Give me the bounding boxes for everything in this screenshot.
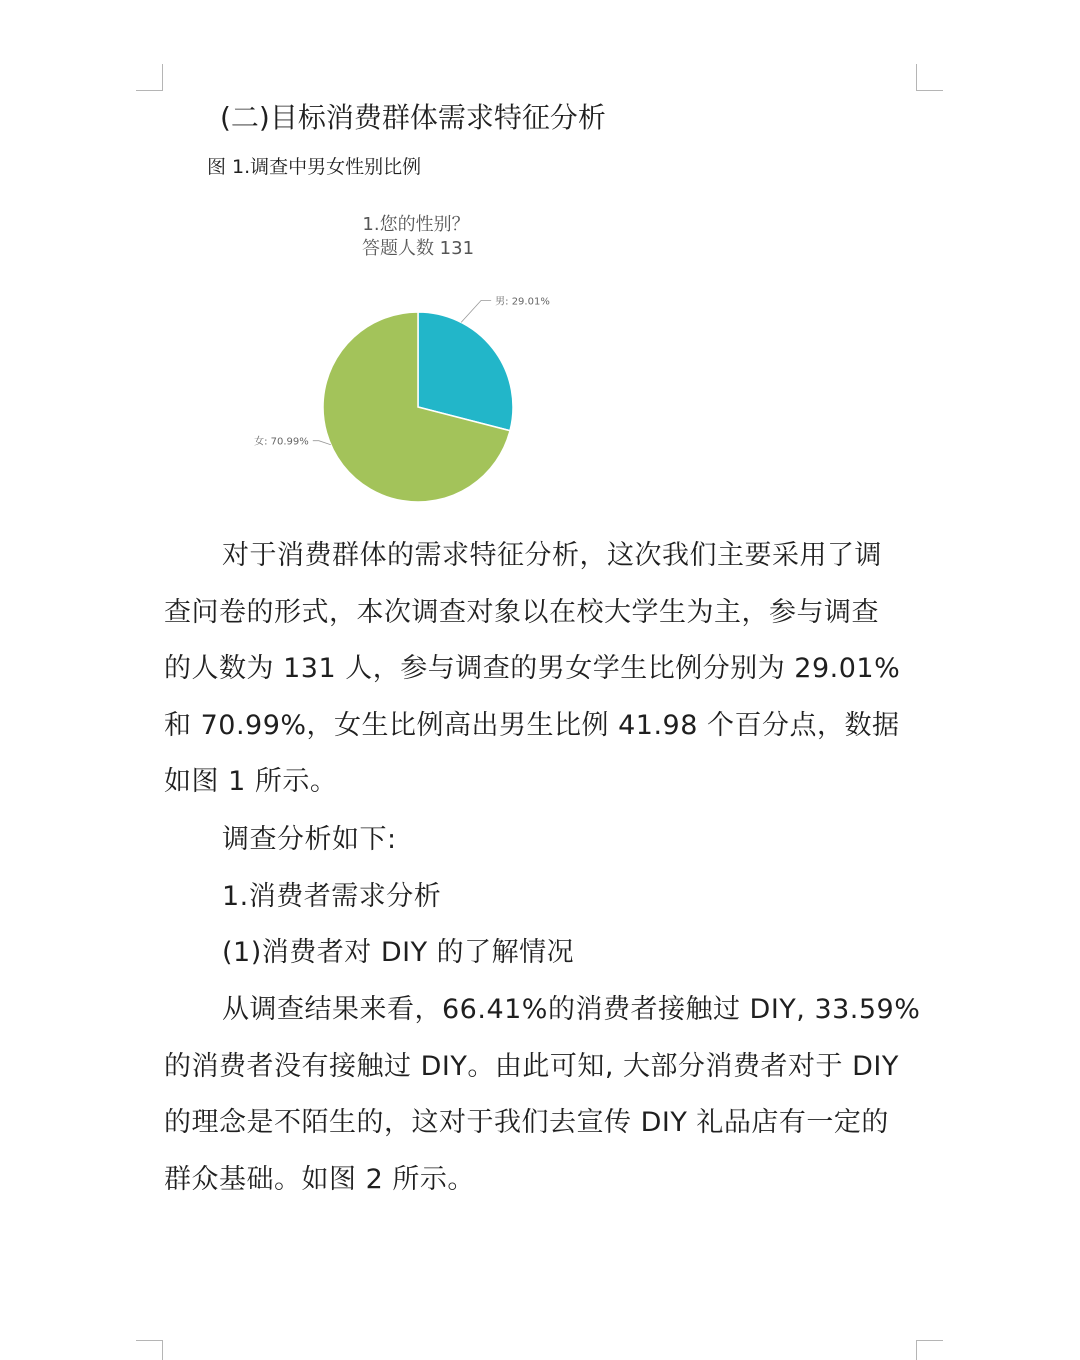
paragraph-line: 如图 1 所示。 xyxy=(164,766,338,798)
chart-title-line2: 答题人数 131 xyxy=(361,238,475,259)
pie-chart-svg xyxy=(230,200,630,510)
subheading-diy-awareness: (1)消费者对 DIY 的了解情况 xyxy=(222,937,575,968)
figure-caption: 图 1.调查中男女性别比例 xyxy=(207,156,422,178)
paragraph-survey-overview xyxy=(164,528,924,811)
paragraph-line: 从调查结果来看，66.41%的消费者接触过 DIY, 33.59% xyxy=(222,994,921,1025)
pie-slice-label: 女: 70.99% xyxy=(254,436,309,448)
page-corner-mark-top-left xyxy=(136,64,163,91)
paragraph-line: 的人数为 131 人，参与调查的男女学生比例分别为 29.01% xyxy=(164,653,901,685)
chart-title-line1: 1.您的性别？ xyxy=(362,214,470,235)
paragraph-diy-awareness xyxy=(164,982,924,1208)
page-corner-mark-top-right xyxy=(916,64,943,91)
gender-pie-chart xyxy=(230,200,630,510)
pie-leader-line xyxy=(313,441,331,445)
section-heading: (二)目标消费群体需求特征分析 xyxy=(220,101,606,134)
subheading-consumer-demand: 1.消费者需求分析 xyxy=(222,881,442,912)
paragraph-line: 的消费者没有接触过 DIY。由此可知, 大部分消费者对于 DIY xyxy=(164,1050,899,1082)
paragraph-line: 对于消费群体的需求特征分析，这次我们主要采用了调 xyxy=(222,540,882,571)
paragraph-line: 查问卷的形式，本次调查对象以在校大学生为主，参与调查 xyxy=(164,596,879,628)
paragraph-line: 和 70.99%，女生比例高出男生比例 41.98 个百分点，数据 xyxy=(164,709,900,741)
page-corner-mark-bottom-left xyxy=(136,1340,163,1360)
analysis-intro: 调查分析如下: xyxy=(222,824,397,855)
pie-leader-line xyxy=(461,300,491,322)
paragraph-line: 的理念是不陌生的，这对于我们去宣传 DIY 礼品店有一定的 xyxy=(164,1107,889,1139)
pie-slice-label: 男: 29.01% xyxy=(495,296,550,308)
pie-slices xyxy=(323,312,513,502)
paragraph-line: 群众基础。如图 2 所示。 xyxy=(164,1163,475,1195)
page-corner-mark-bottom-right xyxy=(916,1340,943,1360)
